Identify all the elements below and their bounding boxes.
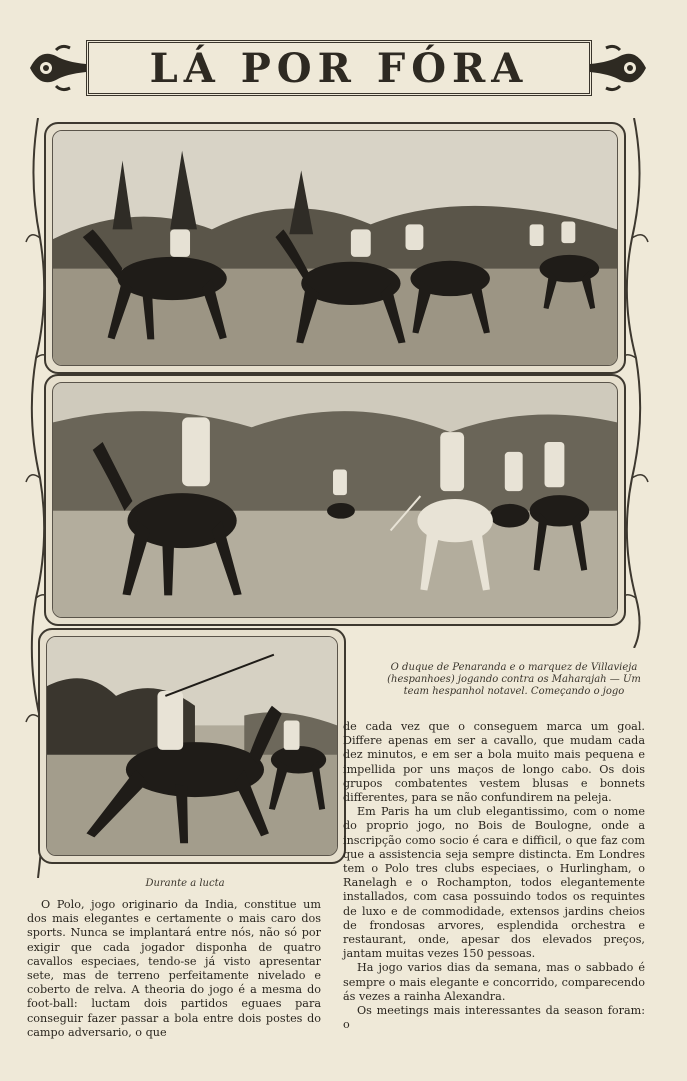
- caption-during-fight: Durante a lucta: [145, 878, 225, 889]
- page-title: LÁ POR FÓRA: [149, 44, 529, 92]
- polo-match-photo-middle: [53, 383, 617, 617]
- photo-frame-top: [44, 122, 626, 374]
- polo-match-photo-top: [53, 131, 617, 365]
- paragraph: de cada vez que o conseguem marca um goal. Differe apenas em ser a cavallo, que mudam cada dez minutos, e em ser a bola muito mais pequena e impellida por uns maços de longo cabo. Os dois grupos combatentes vestem blusas e bonnets differentes, para se não confundirem na peleja.: [343, 720, 645, 805]
- right-ornament-icon: [588, 42, 650, 94]
- paragraph: Os meetings mais interessantes da season foram: o: [343, 1004, 645, 1032]
- left-ornament-icon: [26, 42, 88, 94]
- polo-player-photo-bottom: [47, 637, 337, 855]
- paragraph: Ha jogo varios dias da semana, mas o sabbado é sempre o mais elegante e concorrido, comparecendo ás vezes a rainha Alexandra.: [343, 961, 645, 1003]
- article-right-column: [343, 720, 645, 1032]
- photo-frame-bottom: [38, 628, 346, 864]
- title-box: [86, 40, 592, 96]
- paragraph: O Polo, jogo originario da India, constitue um dos mais elegantes e certamente o mais caro dos sports. Nunca se implantará entre nós, não só por exigir que cada jogador disponha de quatro cavallos especiaes, tendo-se já visto apresentar sete, mas de terreno perfeitamente nivelado e coberto de relva. A theoria do jogo é a mesma do foot-ball: luctam dois partidos eguaes para conseguir fazer passar a bola entre dois postes do campo adversario, o que: [27, 898, 321, 1039]
- article-left-column: [27, 898, 321, 1040]
- caption-match-photos: O duque de Penaranda e o marquez de Villavieja (hespanhoes) jogando contra os Maharajah — Um team hespanhol notavel. Começando o jogo: [387, 662, 641, 697]
- title-banner: [26, 36, 650, 100]
- paragraph: Em Paris ha um club elegantissimo, com o nome do proprio jogo, no Bois de Boulogne, onde a inscripção como socio é cara e difficil, o que faz com que a assistencia seja sempre distincta. Em Londres tem o Polo tres clubs especiaes, o Hurlingham, o Ranelagh e o Rochampton, todos elegantemente installados, com casa possuindo todos os requintes de luxo e de commodidade, extensos jardins cheios de frondosas arvores, esplendida orchestra e restaurant, onde, apesar dos elevados preços, jantam muitas vezes 150 pessoas.: [343, 805, 645, 961]
- photo-frame-middle: [44, 374, 626, 626]
